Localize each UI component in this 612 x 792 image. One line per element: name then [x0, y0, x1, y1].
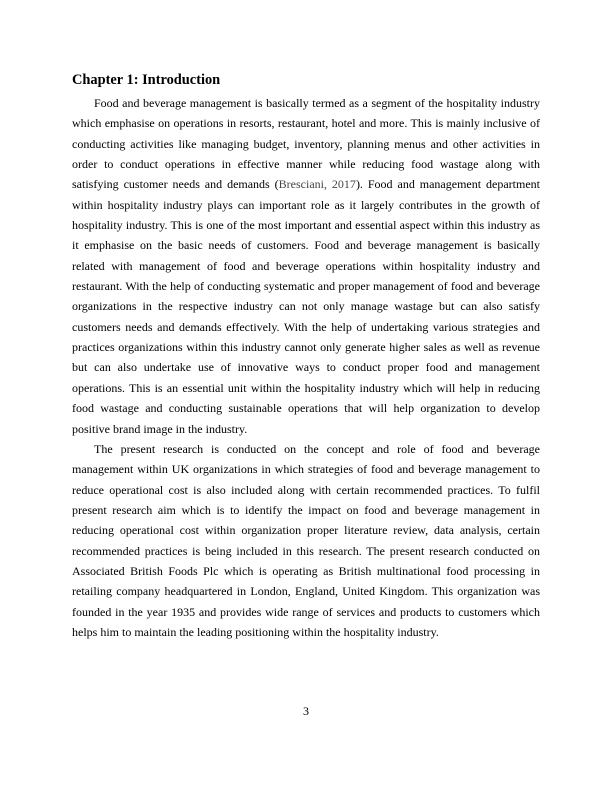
paragraph-1: [72, 93, 540, 439]
paragraph-1-text-end: ). Food and management department within hospitality industry plays can important role as it largely contributes in the growth of hospitality industry. This is one of the most important and essential aspect within this industry as it emphasise on the basic needs of customers. Food and beverage management is basically related with management of food and beverage operations within hospitality industry and restaurant. With the help of conducting systematic and proper management of food and beverage organizations in the respective industry can not only manage wastage but can also satisfy customers needs and demands effectively. With the help of undertaking various strategies and practices organizations within this industry cannot only generate higher sales as well as revenue but can also undertake use of innovative ways to conduct proper food and management operations. This is an essential unit within the hospitality industry which will help in reducing food wastage and conducting sustainable operations that will help organization to develop positive brand image in the industry.: [72, 177, 540, 436]
document-body: [72, 93, 540, 642]
paragraph-1-text-start: Food and beverage management is basically termed as a segment of the hospitality industry which emphasise on operations in resorts, restaurant, hotel and more. This is mainly inclusive of conducting activities like managing budget, inventory, planning menus and other activities in order to conduct operations in effective manner while reducing food wastage along with satisfying customer needs and demands (: [72, 96, 540, 192]
chapter-heading: Chapter 1: Introduction: [72, 72, 221, 88]
page-number: 3: [303, 704, 309, 718]
citation-link[interactable]: Bresciani, 2017: [278, 177, 356, 192]
paragraph-2: The present research is conducted on the concept and role of food and beverage management within UK organizations in which strategies of food and beverage management to reduce operational cost is also included along with certain recommended practices. To fulfil present research aim which is to identify the impact on food and beverage management in reducing operational cost within organization proper literature review, data analysis, certain recommended practices is being included in this research. The present research conducted on Associated British Foods Plc which is operating as British multinational food processing in retailing company headquartered in London, England, United Kingdom. This organization was founded in the year 1935 and provides wide range of services and products to customers which helps him to maintain the leading positioning within the hospitality industry.: [72, 441, 540, 639]
